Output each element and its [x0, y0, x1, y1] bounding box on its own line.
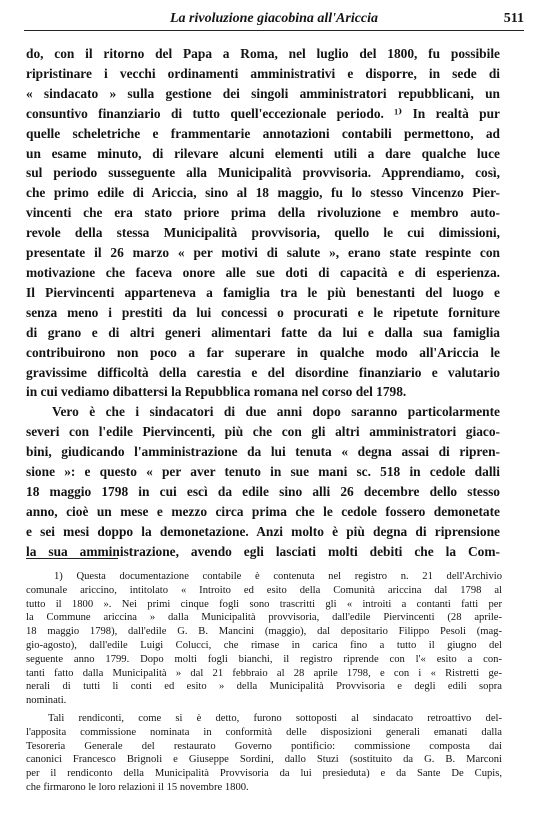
text-line: consuntivo finanziario di tutto quell'eccezionale periodo. ¹⁾ In realtà pur	[26, 105, 500, 121]
text-line: revole della stessa Municipalità provvisoria, quello le cui dimissioni,	[26, 225, 500, 241]
text-line: quelle scheletriche e frammentarie annotazioni contabili permettono, ad	[26, 125, 500, 141]
text-line: anno, cioè un mese e mezzo circa prima che le cedole fossero demonetate	[26, 503, 500, 519]
paragraph-2	[26, 402, 500, 561]
text-line: « sindacato » sulla gestione dei singoli amministratori repubblicani, un	[26, 85, 500, 101]
footnote-line: per il rendiconto della Municipalità Provvisoria da lui presieduta) e da Sante De Cupis,	[26, 768, 502, 780]
footnote-line: nominati.	[26, 695, 67, 707]
footnote-line: seguente anno 1799. Dopo molti fogli bianchi, il registro riprende con l'« esito a con-	[26, 653, 502, 665]
text-line: senza meno i prestiti da lui concessi o procurati e le ripetute forniture	[26, 304, 500, 320]
running-title: La rivoluzione giacobina all'Ariccia	[169, 11, 379, 26]
footnote-divider	[26, 558, 118, 559]
footnote-line: tanti fatto dalla Municipalità » dal 21 febbraio al 28 aprile 1798, e con i « Ristretti ge-	[26, 667, 502, 679]
text-line: contribuirono non poco a far superare in qualche modo all'Ariccia le	[26, 344, 500, 360]
footnote-line: tutto il 1800 ». Nei primi cinque fogli sono trascritti gli « introiti a contanti fatti per	[26, 598, 502, 610]
text-line: Il Piervincenti apparteneva a famiglia tra le più benestanti del luogo e	[26, 284, 500, 300]
text-line: gravissime difficoltà della carestia e del disordine finanziario e valutario	[26, 364, 500, 380]
text-line: la sua amministrazione, avendo egli lasciati molti debiti che la Com-	[26, 543, 500, 559]
text-line: ripristinare i vecchi ordinamenti amministrativi e disporre, in sede di	[26, 65, 500, 81]
text-line: bini, giudicando l'amministrazione da lui tenuta « degna assai di ripren-	[26, 444, 500, 460]
footnote-line: Tali rendiconti, come si è detto, furono sottoposti al sindacato retroattivo del-	[48, 712, 502, 724]
text-line: sul periodo susseguente alla Municipalità provvisoria. Apprendiamo, così,	[26, 165, 500, 181]
footnote-line: l'apposita commissione nominata in conformità delle disposizioni generali emanati dalla	[26, 726, 502, 738]
text-line: motivazione che faceva onore alle sue doti di capacità e di esperienza.	[26, 264, 500, 280]
text-line: in cui vediamo dibattersi la Repubblica romana nel corso del 1798.	[26, 384, 407, 400]
paragraph-1	[26, 44, 500, 402]
footnote-line: che firmarono le loro relazioni il 15 novembre 1800.	[26, 781, 249, 793]
footnote-line: canonici Francesco Brignoli e Giuseppe Sordini, dallo Stuzi (sostituito da G. B. Marconi	[26, 754, 502, 766]
footnote-1-continuation	[26, 712, 502, 795]
text-line: e sei mesi doppo la demonetazione. Anzi molto è più degna di riprensione	[26, 523, 500, 539]
text-line: sione »: e questo « per aver tenuto in sue mani sc. 518 in cedole dalli	[26, 464, 500, 480]
footnotes	[26, 570, 502, 799]
text-line: presentate il 26 marzo « per motivi di salute », erano state respinte con	[26, 245, 500, 261]
running-header	[24, 8, 524, 31]
text-line: Vero è che i sindacatori di due anni dopo saranno particolarmente	[52, 404, 500, 420]
body-text	[26, 44, 500, 562]
footnote-line: 1) Questa documentazione contabile è contenuta nel registro n. 21 dell'Archivio	[54, 571, 502, 582]
text-line: un esame minuto, di rilevare alcuni elementi utili a dare qualche luce	[26, 145, 500, 161]
text-line: severi con l'edile Piervincenti, più che con gli altri amministratori giaco-	[26, 424, 500, 440]
footnote-line: gio-agosto), dall'edile Luigi Colucci, che rimase in carica fino a tutto il giugno del	[26, 639, 502, 651]
page-number: 511	[503, 11, 524, 26]
footnote-line: la Commune ariccina » dalla Municipalità provvisoria, dall'edile Piervincenti (28 aprile-	[26, 612, 502, 624]
footnote-line: 18 maggio 1798), dall'edile G. B. Mancini (maggio), dal depositario Filippo Pesoli (mag-	[26, 626, 502, 638]
footnote-line: nerali di tutti li conti ed esito » della Municipalità Provvisoria e degli edili sopra	[26, 681, 502, 693]
text-line: 18 maggio 1798 in cui escì da edile sino alli 26 decembre dello stesso	[26, 483, 500, 499]
text-line: do, con il ritorno del Papa a Roma, nel luglio del 1800, fu possibile	[26, 46, 500, 61]
text-line: vincenti che era stato priore prima della rivoluzione e membro auto-	[26, 205, 500, 221]
text-line: che primo edile di Ariccia, sino al 18 maggio, fu lo stesso Vincenzo Pier-	[26, 185, 500, 201]
footnote-1	[26, 570, 502, 708]
footnote-line: comunale ariccino, intitolato « Introito ed esito della Comunità ariccina dal 1798 al	[26, 584, 502, 596]
footnote-line: Tesoreria Generale del restaurato Governo pontificio: commissione composta dai	[26, 740, 502, 752]
text-line: di grano e di altri generi alimentari fatte da lui e dalla sua famiglia	[26, 324, 500, 340]
